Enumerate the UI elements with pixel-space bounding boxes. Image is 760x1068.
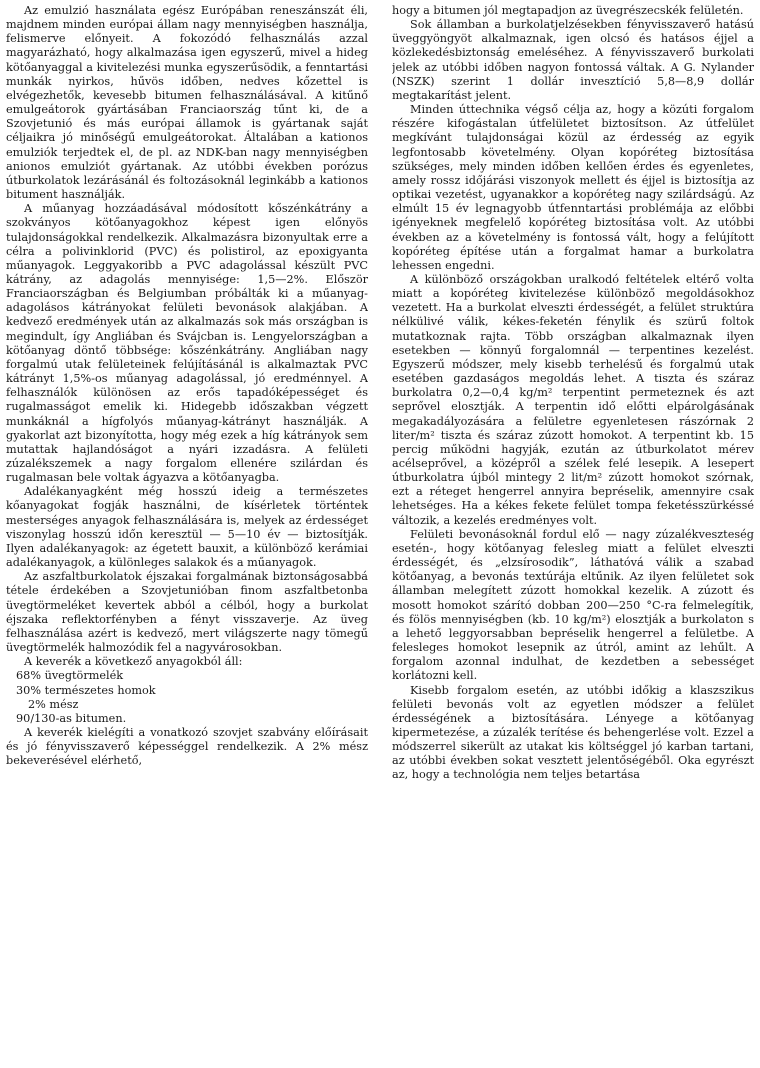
paragraph: Kisebb forgalom esetén, az utóbbi időkig a klaszszikus felületi bevonás volt az egyetlen módszer a felület érdességének a biztosítására. Lényege a kötőanyag kipermetezése, a zúzalék terítése és behengerlése volt. Ezzel a módszerrel sikerült az utakat kis költséggel jó karban tartani, az utóbbi években sokat vesztett jelentőségéből. Oka egyrészt az, hogy a technológia nem teljes betartása (392, 683, 754, 782)
left-column (6, 4, 368, 1068)
paragraph: A különböző országokban uralkodó feltételek eltérő volta miatt a kopóréteg kivitelezése különböző megoldásokhoz vezetett. Ha a burkolat elveszti érdességét, a felület struktúra nélkülivé válik, kékes-feketén fénylik és szürű foltok mutatkoznak rajta. Több országban alkalmaznak ilyen esetekben — könnyű forgalomnál — terpentines kezelést. Egyszerű módszer, mely kisebb terhelésű és forgalmú utak esetében gazdaságos megoldás lehet. A tiszta és száraz burkolatra 0,2—0,4 kg/m² terpentint permeteznek és azt seprővel elosztják. A terpentin idő előtti elpárolgásának megakadályozására a felületre egyenletesen rászórnak 2 liter/m² tiszta és száraz zúzott homokot. A terpentint kb. 15 percig működni hagyják, ezután az útburkolatot mérev acélseprővel, a középről a szélek felé lesepik. A lesepert útburkolatra újból mintegy 2 lit/m² zúzott homokot szórnak, ezt a réteget hengerrel annyira bepréselik, amennyire csak lehetséges. Ha a kékes fekete felület tompa feketésszürkéssé változik, a kezelés eredményes volt. (392, 272, 754, 527)
list-item: 2% mész (28, 697, 79, 711)
list-item: 30% természetes homok (16, 683, 156, 697)
paragraph: A keverék a következő anyagokból áll: (24, 655, 243, 669)
list-item: 90/130-as bitumen. (16, 711, 127, 725)
paragraph: Felületi bevonásoknál fordul elő — nagy zúzalékveszteség esetén-, hogy kötőanyag felesleg miatt a felület elveszti érdességét, és „elzsírosodik”, láthatóvá válik a szabad kötőanyag, a bevonás textúrája eltűnik. Az ilyen felületet sok államban melegített zúzott homokkal kezelik. A zúzott és mosott homokot szárító dobban 200—250 °C-ra felmelegítik, és fölös mennyiségben (kb. 10 kg/m²) elosztják a burkolaton s a lehető leggyorsabban bepréselik hengerrel a felületbe. A felesleges homokot lesepnik az útról, amint az lehűlt. A forgalom azonnal indulhat, de kezdetben a sebességet korlátozni kell. (392, 527, 754, 683)
paragraph: Az aszfaltburkolatok éjszakai forgalmának biztonságosabbá tétele érdekében a Szovjetunióban finom aszfaltbetonba üvegtörmeléket kevertek abból a célból, hogy a burkolat éjszaka reflektorfényben a fényt visszaverje. Az üveg felhasználása azért is kedvező, mert világszerte nagy tömegű üvegtörmelék halmozódik fel a nagyvárosokban. (6, 570, 368, 655)
paragraph: A műanyag hozzáadásával módosított kőszénkátrány a szokványos kötőanyagokhoz képest igen előnyös tulajdonságokkal rendelkezik. Alkalmazásra bizonyultak erre a célra a polivinklorid (PVC) és polistirol, az epoxigyanta műanyagok. Leggyakoribb a PVC adagolással készült PVC kátrány, az adagolás mennyisége: 1,5—2%. Először Franciaországban és Belgiumban próbálták ki a műanyag-adagolásos kátrányokat felületi bevonások alakjában. A kedvező eredmények után az alkalmazás sok más országban is megindult, így Angliában és Svájcban is. Lengyelországban a kötőanyag döntő többsége: kőszénkátrány. Angliában nagy forgalmú utak felületeinek felújításánál is alkalmaztak PVC kátrányt 1,5%-os műanyag adagolással, jó eredménnyel. A felhasználók különösen az erős tapadóképességet és rugalmasságot emelik ki. Hidegebb időszakban végzett munkáknál a hígfolyós műanyag-kátrányt használják. A gyakorlat azt bizonyította, hogy még ezek a híg kátrányok sem mutattak hajlandóságot a nyári izzadásra. A felületi zúzalékszemek a nagy forgalom ellenére szilárdan és rugalmasan bele voltak ágyazva a kötőanyagba. (6, 202, 368, 485)
paragraph: Adalékanyagként még hosszú ideig a természetes kőanyagokat fogják használni, de kísérletek történtek mesterséges anyagok felhasználására is, melyek az érdességet viszonylag hosszú időn keresztül — 5—10 év — biztosítják. Ilyen adalékanyagok: az égetett bauxit, a különböző kerámiai adalékanyagok, a különleges salakok és a műanyagok. (6, 485, 368, 570)
paragraph: A keverék kielégíti a vonatkozó szovjet szabvány előírásait és jó fényvisszaverő képességgel rendelkezik. A 2% mész bekeverésével elérhető, (6, 725, 368, 768)
paragraph: hogy a bitumen jól megtapadjon az üvegrészecskék felületén. (392, 4, 744, 17)
paragraph: Sok államban a burkolatjelzésekben fényvisszaverő hatású üveggyöngyöt alkalmaznak, igen olcsó és hatásos éjjel a közlekedésbiztonság emeléséhez. A fényvisszaverő burkolati jelek az utóbbi időben nagyon fontossá váltak. A G. Nylander (NSZK) szerint 1 dollár invesztíció 5,8—8,9 dollár megtakarítást jelent. (392, 18, 754, 102)
paragraph: Az emulzió használata egész Európában reneszánszát éli, majdnem minden európai állam nagy mennyiségben használja, felismerve előnyeit. A fokozódó felhasználás azzal magyarázható, hogy alkalmazása igen egyszerű, mivel a hideg kötőanyaggal a kivitelezési munka egyszerűsödik, a fenntartási munkák nyirkos, hűvös időben, nedves kőzettel is elvégezhetők, kevesebb bitumen felhasználásával. A kitűnő emulgeátorok gyártásában Franciaország tűnt ki, de a Szovjetunió és más európai államok is gyártanak saját céljaikra jó minőségű emulgeátorokat. Általában a kationos emulziók terjedtek el, de pl. az NDK-ban nagy mennyiségben anionos emulziót gyártanak. Az utóbbi években porózus útburkolatok lezárásánál és foltozásoknál leginkább a kationos bitument használják. (6, 4, 368, 202)
list-item: 68% üvegtörmelék (16, 669, 124, 683)
right-column (392, 4, 754, 1068)
mixture-list (6, 669, 368, 726)
paragraph: Minden úttechnika végső célja az, hogy a közúti forgalom részére kifogástalan útfelületet biztosítson. Az útfelület megkívánt tulajdonságai közül az érdesség az egyik legfontosabb követelmény. Olyan kopóréteg biztosítása szükséges, mely minden időben kellően érdes és egyenletes, amely rossz időjárási viszonyok mellett és éjjel is biztosítja az optikai vezetést, ugyanakkor a kopóréteg nagy szilárdságú. Az elmúlt 15 év legnagyobb útfenntartási problémája az előbbi igényeknek megfelelő kopóréteg biztosítása volt. Az utóbbi években az a követelmény is fontossá vált, hogy a felújított kopóréteg építése után a forgalmat hamar a burkolatra lehessen engedni. (392, 103, 754, 272)
